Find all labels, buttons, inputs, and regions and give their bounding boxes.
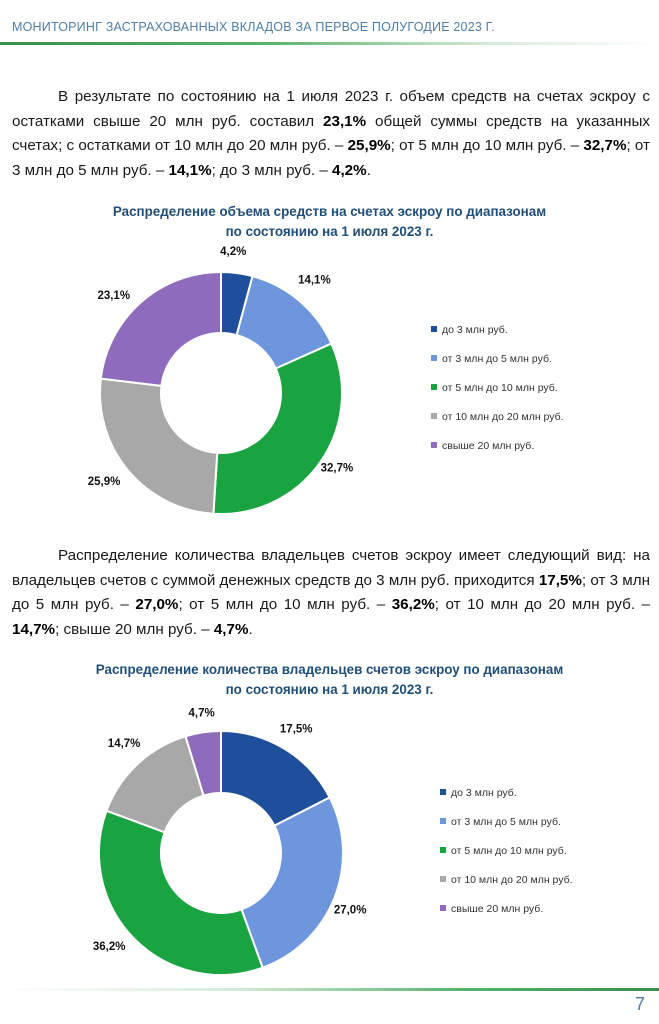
chart-1-legend-label-10m-to-20m: от 10 млн до 20 млн руб. bbox=[442, 411, 564, 423]
chart-2-title bbox=[0, 660, 659, 700]
chart-1-legend-swatch-over-20m bbox=[431, 442, 437, 448]
page-number: 7 bbox=[634, 994, 645, 1014]
donut-chart-volume bbox=[0, 246, 659, 525]
chart-1-legend-label-3m-to-5m: от 3 млн до 5 млн руб. bbox=[442, 353, 552, 365]
chart-1-title-line2: по состоянию на 1 июля 2023 г. bbox=[225, 224, 434, 239]
chart-2-data-label-3m-to-5m: 27,0% bbox=[333, 904, 367, 917]
chart-2-legend-label-10m-to-20m: от 10 млн до 20 млн руб. bbox=[451, 874, 573, 886]
donut-chart-owners bbox=[0, 707, 659, 985]
value-highlight: 14,7% bbox=[12, 620, 56, 638]
value-highlight: 17,5% bbox=[538, 571, 582, 589]
chart-2-slice-3m-to-5m bbox=[241, 797, 343, 967]
value-highlight: 23,1% bbox=[323, 112, 367, 130]
chart-2-legend-label-up-to-3m: до 3 млн руб. bbox=[451, 787, 517, 799]
text-segment: ; от 3 млн до 5 млн руб. – bbox=[12, 137, 650, 179]
chart-2-data-label-up-to-3m: 17,5% bbox=[279, 723, 313, 736]
chart-2-legend-swatch-10m-to-20m bbox=[440, 876, 446, 882]
header-divider bbox=[0, 42, 659, 45]
chart-2-legend-label-5m-to-10m: от 5 млн до 10 млн руб. bbox=[451, 845, 567, 857]
text-segment: ; свыше 20 млн руб. – bbox=[55, 620, 214, 638]
value-highlight: 25,9% bbox=[347, 137, 391, 154]
chart-1-slice-5m-to-10m bbox=[213, 344, 342, 514]
value-highlight: 36,2% bbox=[391, 596, 435, 613]
chart-2-data-label-5m-to-10m: 36,2% bbox=[92, 941, 126, 954]
chart-1-data-label-5m-to-10m: 32,7% bbox=[320, 462, 354, 475]
chart-1-legend-swatch-3m-to-5m bbox=[431, 355, 437, 361]
chart-2-title-line2: по состоянию на 1 июля 2023 г. bbox=[225, 682, 434, 697]
paragraph-escrow-volume bbox=[12, 85, 650, 183]
text-segment: ; до 3 млн руб. – bbox=[211, 161, 332, 179]
chart-2-legend-swatch-up-to-3m bbox=[440, 789, 446, 795]
chart-1-legend-label-up-to-3m: до 3 млн руб. bbox=[442, 324, 508, 336]
chart-2-legend-label-over-20m: свыше 20 млн руб. bbox=[451, 903, 544, 915]
text-segment: . bbox=[366, 161, 371, 179]
text-segment: ; от 5 млн до 10 млн руб. – bbox=[178, 596, 392, 613]
chart-2-title-line1: Распределение количества владельцев счетов эскроу по диапазонам bbox=[95, 662, 564, 677]
chart-2-legend-swatch-over-20m bbox=[440, 905, 446, 911]
text-segment: Распределение количества владельцев счетов эскроу имеет следующий вид: на владельцев счетов с суммой денежных средств до 3 млн руб. приходится bbox=[12, 547, 650, 589]
chart-1-legend-label-over-20m: свыше 20 млн руб. bbox=[442, 440, 535, 452]
chart-1-data-label-up-to-3m: 4,2% bbox=[220, 246, 247, 259]
text-segment: ; от 10 млн до 20 млн руб. – bbox=[434, 596, 650, 613]
chart-2-data-label-over-20m: 4,7% bbox=[188, 707, 215, 720]
chart-1-slice-10m-to-20m bbox=[100, 379, 217, 514]
paragraph-escrow-owners bbox=[12, 544, 650, 642]
chart-1-title bbox=[0, 202, 659, 242]
chart-1-legend-swatch-5m-to-10m bbox=[431, 384, 437, 390]
chart-1-data-label-3m-to-5m: 14,1% bbox=[298, 274, 331, 287]
chart-1-legend-swatch-10m-to-20m bbox=[431, 413, 437, 419]
chart-2-legend-swatch-5m-to-10m bbox=[440, 847, 446, 853]
chart-1-data-label-over-20m: 23,1% bbox=[97, 290, 131, 303]
chart-1-legend-swatch-up-to-3m bbox=[431, 326, 437, 332]
chart-1-legend-label-5m-to-10m: от 5 млн до 10 млн руб. bbox=[442, 382, 558, 394]
value-highlight: 4,2% bbox=[332, 161, 367, 179]
text-segment: . bbox=[248, 620, 253, 638]
chart-2-data-label-10m-to-20m: 14,7% bbox=[107, 737, 141, 750]
text-segment: ; от 3 млн до 5 млн руб. – bbox=[12, 571, 650, 613]
footer-divider bbox=[0, 988, 659, 991]
value-highlight: 27,0% bbox=[135, 596, 179, 613]
text-segment: общей суммы средств на указанных счетах; с остатками от 10 млн до 20 млн руб. – bbox=[12, 112, 651, 154]
text-segment: ; от 5 млн до 10 млн руб. – bbox=[390, 137, 584, 154]
value-highlight: 4,7% bbox=[213, 620, 249, 638]
chart-2-legend-swatch-3m-to-5m bbox=[440, 818, 446, 824]
chart-1-data-label-10m-to-20m: 25,9% bbox=[87, 475, 121, 488]
value-highlight: 32,7% bbox=[583, 137, 627, 154]
value-highlight: 14,1% bbox=[168, 161, 212, 179]
page-header-title: МОНИТОРИНГ ЗАСТРАХОВАННЫХ ВКЛАДОВ ЗА ПЕРВОЕ ПОЛУГОДИЕ 2023 Г. bbox=[12, 20, 495, 34]
chart-1-title-line1: Распределение объема средств на счетах эскроу по диапазонам bbox=[112, 204, 547, 219]
chart-2-legend-label-3m-to-5m: от 3 млн до 5 млн руб. bbox=[451, 816, 561, 828]
text-segment: В результате по состоянию на 1 июля 2023 г. объем средств на счетах эскроу с остатками свыше 20 млн руб. составил bbox=[12, 88, 650, 130]
